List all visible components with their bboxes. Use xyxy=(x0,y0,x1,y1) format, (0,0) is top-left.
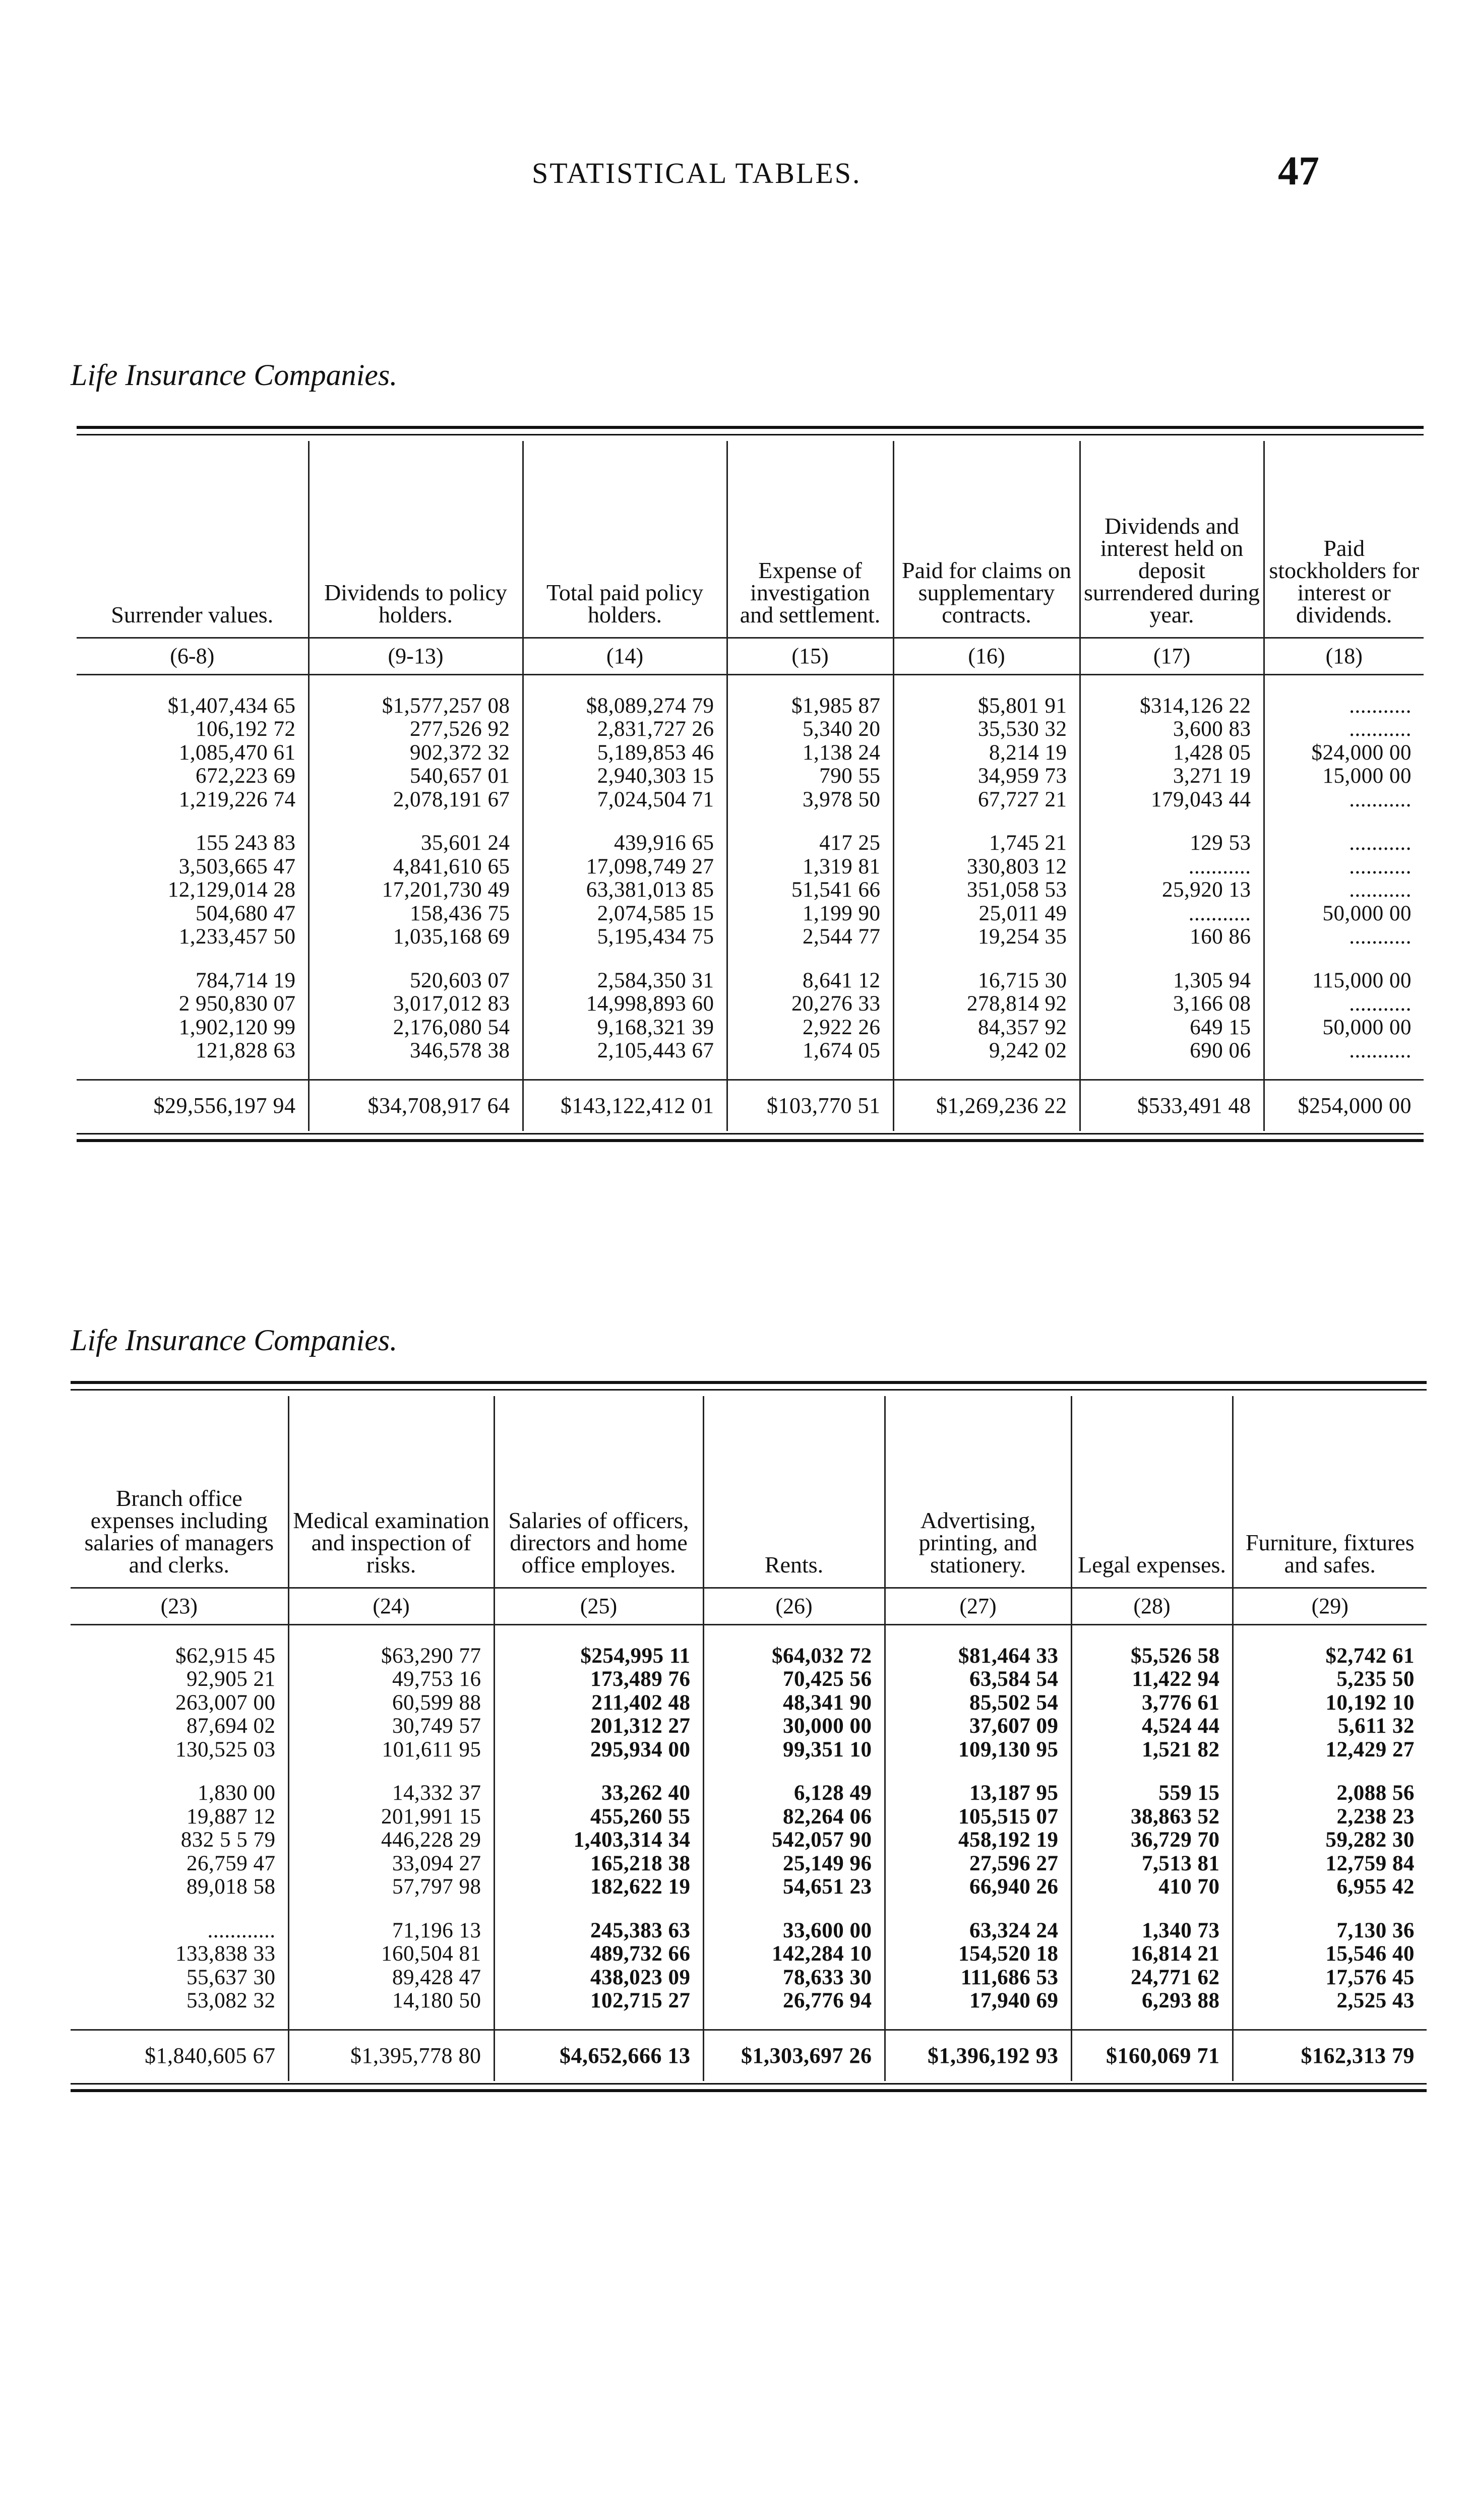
table2-cell: $254,995 11 xyxy=(494,1624,703,1668)
table1-cell: 902,372 32 xyxy=(309,741,523,765)
table1-col-heading: Surrender values. xyxy=(111,601,274,627)
table1-cell: 129 53 xyxy=(1080,811,1264,855)
table1-cell: 346,578 38 xyxy=(309,1039,523,1080)
table1-top-rule-thick xyxy=(77,426,1424,429)
table1-cell: 649 15 xyxy=(1080,1016,1264,1040)
table1-body xyxy=(77,674,1424,1080)
table2-total: $1,395,778 80 xyxy=(288,2030,494,2081)
table2-body xyxy=(71,1624,1427,2030)
table2-cell: 48,341 90 xyxy=(703,1691,885,1715)
table2-cell: 82,264 06 xyxy=(703,1805,885,1829)
table2-cell: $2,742 61 xyxy=(1233,1624,1427,1668)
table1-bottom-rule-thick xyxy=(77,1139,1424,1142)
table1-row xyxy=(77,1039,1424,1080)
table2-cell: 1,340 73 xyxy=(1071,1899,1233,1943)
table2-cell: 3,776 61 xyxy=(1071,1691,1233,1715)
table1-cell: 5,195,434 75 xyxy=(523,925,727,949)
table1-col-heading: Paid stockholders for interest or dividends. xyxy=(1264,441,1424,638)
table1-col-heading: Dividends and interest held on deposit surrendered during year. xyxy=(1080,441,1264,638)
table2-col-number: (29) xyxy=(1233,1588,1427,1624)
table2-row xyxy=(71,1989,1427,2030)
table1-cell: 2,584,350 31 xyxy=(523,949,727,993)
table2-cell: 11,422 94 xyxy=(1071,1668,1233,1691)
table2-cell: 53,082 32 xyxy=(187,1989,276,2012)
table1-cell: 20,276 33 xyxy=(727,992,893,1016)
table2-cell: 57,797 98 xyxy=(288,1875,494,1899)
table2-col-heading: Advertising, printing, and stationery. xyxy=(885,1396,1071,1588)
table2-cell: 54,651 23 xyxy=(703,1875,885,1899)
table1-row xyxy=(77,718,1424,741)
table2-cell: 17,576 45 xyxy=(1233,1966,1427,1990)
table1-cell: ........... xyxy=(1264,674,1424,718)
table1-col-heading: Expense of investigation and settlement. xyxy=(727,441,893,638)
table2-cell: 70,425 56 xyxy=(703,1668,885,1691)
table2-cell: 7,513 81 xyxy=(1071,1852,1233,1876)
table2-cell: 12,759 84 xyxy=(1233,1852,1427,1876)
table2-cell: $81,464 33 xyxy=(885,1624,1071,1668)
table2-col-heading: Legal expenses. xyxy=(1071,1396,1233,1588)
table2-cell: 26,776 94 xyxy=(703,1989,885,2030)
table2-total: $1,840,605 67 xyxy=(71,2030,288,2081)
table2-cell: 142,284 10 xyxy=(703,1942,885,1966)
table2-cell: 55,637 30 xyxy=(187,1965,276,1989)
table1-cell: 35,601 24 xyxy=(309,811,523,855)
table2-cell: 63,324 24 xyxy=(885,1899,1071,1943)
table2-cell: 5,235 50 xyxy=(1233,1668,1427,1691)
table2-cell: 154,520 18 xyxy=(885,1942,1071,1966)
table1-cell: 2,544 77 xyxy=(727,925,893,949)
table2-cell: 455,260 55 xyxy=(494,1805,703,1829)
table2-total: $160,069 71 xyxy=(1071,2030,1233,2081)
table1-col-number: (14) xyxy=(523,638,727,674)
table2-cell: 24,771 62 xyxy=(1071,1966,1233,1990)
table1-cell: 1,085,470 61 xyxy=(178,740,296,765)
table1-cell: $8,089,274 79 xyxy=(523,674,727,718)
table1-cell: 790 55 xyxy=(727,765,893,788)
table2-cell: 109,130 95 xyxy=(885,1738,1071,1762)
table1-heading-row xyxy=(77,441,1424,638)
table1-cell: 351,058 53 xyxy=(893,878,1080,902)
table1-row xyxy=(77,925,1424,949)
table1-cell: 25,920 13 xyxy=(1080,878,1264,902)
table1-cell: 1,902,120 99 xyxy=(178,1015,296,1039)
table1-cell: 2,940,303 15 xyxy=(523,765,727,788)
table2-cell: 49,753 16 xyxy=(288,1668,494,1691)
running-title: STATISTICAL TABLES. xyxy=(532,157,862,190)
table2-row xyxy=(71,1738,1427,1762)
table1-cell: $1,407,434 65 xyxy=(167,694,296,718)
table2-cell: $64,032 72 xyxy=(703,1624,885,1668)
table1-cell: 3,271 19 xyxy=(1080,765,1264,788)
table1-cell: 690 06 xyxy=(1080,1039,1264,1080)
table2-cell: 4,524 44 xyxy=(1071,1715,1233,1738)
table1-cell: 9,242 02 xyxy=(893,1039,1080,1080)
table1-cell: 34,959 73 xyxy=(893,765,1080,788)
table1-cell: 8,641 12 xyxy=(727,949,893,993)
table1-col-number: (9-13) xyxy=(309,638,523,674)
table1-cell: 160 86 xyxy=(1080,925,1264,949)
table1-cell: 14,998,893 60 xyxy=(523,992,727,1016)
table2-top-rule-thick xyxy=(71,1381,1427,1384)
table1-cell: 1,219,226 74 xyxy=(178,787,296,811)
table2-cell: 33,262 40 xyxy=(494,1761,703,1805)
table1-cell: 2,074,585 15 xyxy=(523,902,727,926)
table2-row xyxy=(71,1875,1427,1899)
table1-cell: 63,381,013 85 xyxy=(523,878,727,902)
table2-cell: 99,351 10 xyxy=(703,1738,885,1762)
table2-cell: 25,149 96 xyxy=(703,1852,885,1876)
table1-cell: 179,043 44 xyxy=(1080,788,1264,812)
table1-cell: 1,138 24 xyxy=(727,741,893,765)
table1-cell: 8,214 19 xyxy=(893,741,1080,765)
table2-cell: 12,429 27 xyxy=(1233,1738,1427,1762)
table2-cell: 38,863 52 xyxy=(1071,1805,1233,1829)
table2-cell: 111,686 53 xyxy=(885,1966,1071,1990)
table2-col-number: (25) xyxy=(494,1588,703,1624)
table2-cell: 211,402 48 xyxy=(494,1691,703,1715)
table1-col-heading: Paid for claims on supplementary contracts. xyxy=(893,441,1080,638)
table2-cell: 130,525 03 xyxy=(175,1737,276,1761)
table2-col-heading: Branch office expenses including salaries of managers and clerks. xyxy=(84,1485,274,1578)
table1-row xyxy=(77,855,1424,879)
table1 xyxy=(77,441,1424,1131)
table2-cell: 14,332 37 xyxy=(288,1761,494,1805)
table1-cell: 5,189,853 46 xyxy=(523,741,727,765)
table2-cell: 2,088 56 xyxy=(1233,1761,1427,1805)
table2-cell: 201,312 27 xyxy=(494,1715,703,1738)
table2-col-number: (28) xyxy=(1071,1588,1233,1624)
table2-cell: 2,238 23 xyxy=(1233,1805,1427,1829)
table1-cell: ........... xyxy=(1264,925,1424,949)
table1-cell: 3,017,012 83 xyxy=(309,992,523,1016)
table2-column-number-row xyxy=(71,1588,1427,1624)
table1-cell: 7,024,504 71 xyxy=(523,788,727,812)
table1-cell: 2,831,727 26 xyxy=(523,718,727,741)
table2-cell: 160,504 81 xyxy=(288,1942,494,1966)
table2-cell: 78,633 30 xyxy=(703,1966,885,1990)
table1-cell: 2,105,443 67 xyxy=(523,1039,727,1080)
table2-row xyxy=(71,1691,1427,1715)
table1-cell: 115,000 00 xyxy=(1264,949,1424,993)
table1-cell: 672,223 69 xyxy=(196,764,296,788)
table1-cell: 1,035,168 69 xyxy=(309,925,523,949)
page-number: 47 xyxy=(1278,148,1319,194)
table2-cell: $62,915 45 xyxy=(175,1644,276,1668)
table1-cell: 4,841,610 65 xyxy=(309,855,523,879)
table2-cell: 6,955 42 xyxy=(1233,1875,1427,1899)
table1-total: $143,122,412 01 xyxy=(523,1080,727,1131)
table1-cell: 5,340 20 xyxy=(727,718,893,741)
table2-cell: 832 5 5 79 xyxy=(180,1828,276,1852)
table1-col-heading: Total paid policy holders. xyxy=(523,441,727,638)
table2-cell: 559 15 xyxy=(1071,1761,1233,1805)
table1-cell: 520,603 07 xyxy=(309,949,523,993)
table1-cell: 50,000 00 xyxy=(1264,1016,1424,1040)
section-title-1: Life Insurance Companies. xyxy=(71,358,398,392)
table2-total: $4,652,666 13 xyxy=(494,2030,703,2081)
table2-cell: 263,007 00 xyxy=(175,1690,276,1715)
table1-col-number: (18) xyxy=(1264,638,1424,674)
table2-cell: 26,759 47 xyxy=(187,1851,276,1875)
table1-total: $103,770 51 xyxy=(727,1080,893,1131)
table2-cell: 446,228 29 xyxy=(288,1829,494,1852)
table1-cell: 330,803 12 xyxy=(893,855,1080,879)
table1-cell: ........... xyxy=(1264,811,1424,855)
table2-cell: 6,293 88 xyxy=(1071,1989,1233,2030)
table2-cell: 66,940 26 xyxy=(885,1875,1071,1899)
table2-cell: 5,611 32 xyxy=(1233,1715,1427,1738)
table1-cell: 155 243 83 xyxy=(196,831,296,855)
table2-cell: 1,830 00 xyxy=(198,1781,276,1805)
table1-cell: 278,814 92 xyxy=(893,992,1080,1016)
table2-row xyxy=(71,1624,1427,1668)
table2-cell: 85,502 54 xyxy=(885,1691,1071,1715)
table1-col-heading: Dividends to policy holders. xyxy=(309,441,523,638)
table1-cell: 2,176,080 54 xyxy=(309,1016,523,1040)
table1-total: $1,269,236 22 xyxy=(893,1080,1080,1131)
table1-cell: 2,922 26 xyxy=(727,1016,893,1040)
table2-cell: 410 70 xyxy=(1071,1875,1233,1899)
table1-col-number: (15) xyxy=(727,638,893,674)
table2-bottom-rule-thick xyxy=(71,2089,1427,2092)
table1-cell: 158,436 75 xyxy=(309,902,523,926)
table2-row xyxy=(71,1942,1427,1966)
table1-cell: $314,126 22 xyxy=(1080,674,1264,718)
table2-col-number: (24) xyxy=(288,1588,494,1624)
table2-heading-row xyxy=(71,1396,1427,1588)
table2-row xyxy=(71,1852,1427,1876)
table2-row xyxy=(71,1761,1427,1805)
table2-cell: 92,905 21 xyxy=(187,1667,276,1691)
table1-cell: 1,428 05 xyxy=(1080,741,1264,765)
table2-totals-row xyxy=(71,2030,1427,2081)
table2-cell: 36,729 70 xyxy=(1071,1829,1233,1852)
table1-column-number-row xyxy=(77,638,1424,674)
table2-row xyxy=(71,1668,1427,1691)
table1-row xyxy=(77,811,1424,855)
table1-cell: $1,985 87 xyxy=(727,674,893,718)
table1-cell: 12,129,014 28 xyxy=(167,878,296,902)
table1-total: $29,556,197 94 xyxy=(77,1080,309,1131)
table2-row xyxy=(71,1829,1427,1852)
table2-cell: 542,057 90 xyxy=(703,1829,885,1852)
table2-total: $162,313 79 xyxy=(1233,2030,1427,2081)
table2-cell: 1,521 82 xyxy=(1071,1738,1233,1762)
table2-cell: 19,887 12 xyxy=(187,1804,276,1829)
table1-cell: ........... xyxy=(1264,788,1424,812)
table1-cell: $5,801 91 xyxy=(893,674,1080,718)
table1-cell: 50,000 00 xyxy=(1264,902,1424,926)
table2-cell: 60,599 88 xyxy=(288,1691,494,1715)
table2 xyxy=(71,1396,1427,2081)
table2-cell: 1,403,314 34 xyxy=(494,1829,703,1852)
table1-row xyxy=(77,674,1424,718)
table1-cell: 19,254 35 xyxy=(893,925,1080,949)
table1-bottom-rule-thin xyxy=(77,1133,1424,1135)
table1-cell: 277,526 92 xyxy=(309,718,523,741)
table2-cell: 13,187 95 xyxy=(885,1761,1071,1805)
table1-cell: ........... xyxy=(1264,718,1424,741)
table2-cell: 102,715 27 xyxy=(494,1989,703,2030)
table2-cell: 438,023 09 xyxy=(494,1966,703,1990)
table1-row xyxy=(77,992,1424,1016)
table1-cell: ........... xyxy=(1080,902,1264,926)
table1-cell: 16,715 30 xyxy=(893,949,1080,993)
table2-cell: 182,622 19 xyxy=(494,1875,703,1899)
table1-cell: 106,192 72 xyxy=(196,717,296,741)
table2-cell: 87,694 02 xyxy=(187,1714,276,1738)
table2-cell: 17,940 69 xyxy=(885,1989,1071,2030)
table2-cell: ............ xyxy=(207,1918,276,1942)
table1-cell: 1,319 81 xyxy=(727,855,893,879)
table1-row xyxy=(77,1016,1424,1040)
table2-col-heading: Furniture, fixtures and safes. xyxy=(1233,1396,1427,1588)
table2-cell: 201,991 15 xyxy=(288,1805,494,1829)
table1-cell: 17,098,749 27 xyxy=(523,855,727,879)
table1-cell: 3,503,665 47 xyxy=(178,854,296,878)
table2-cell: 165,218 38 xyxy=(494,1852,703,1876)
table2-cell: 71,196 13 xyxy=(288,1899,494,1943)
table2-total: $1,396,192 93 xyxy=(885,2030,1071,2081)
table2-cell: $5,526 58 xyxy=(1071,1624,1233,1668)
table2-cell: 133,838 33 xyxy=(175,1942,276,1966)
table1-total: $254,000 00 xyxy=(1264,1080,1424,1131)
table1-col-number: (17) xyxy=(1080,638,1264,674)
table1-cell: 25,011 49 xyxy=(893,902,1080,926)
table1-cell: 9,168,321 39 xyxy=(523,1016,727,1040)
table1-cell: 3,978 50 xyxy=(727,788,893,812)
table1-cell: 3,600 83 xyxy=(1080,718,1264,741)
table1-total: $533,491 48 xyxy=(1080,1080,1264,1131)
table1-cell: 3,166 08 xyxy=(1080,992,1264,1016)
table1-cell: 1,745 21 xyxy=(893,811,1080,855)
table1-cell: 439,916 65 xyxy=(523,811,727,855)
table1-cell: 121,828 63 xyxy=(196,1039,296,1062)
table1-totals-row xyxy=(77,1080,1424,1131)
table1-cell: 417 25 xyxy=(727,811,893,855)
table2-bottom-rule-thin xyxy=(71,2083,1427,2085)
table2-col-heading: Medical examination and inspection of risks. xyxy=(288,1396,494,1588)
page-header xyxy=(0,146,1472,202)
table1-cell: 1,233,457 50 xyxy=(178,925,296,949)
table1-cell: 1,305 94 xyxy=(1080,949,1264,993)
table1-cell: 784,714 19 xyxy=(196,968,296,992)
table1-cell: 84,357 92 xyxy=(893,1016,1080,1040)
table2-cell: 33,600 00 xyxy=(703,1899,885,1943)
table2-cell: 173,489 76 xyxy=(494,1668,703,1691)
table2-col-number: (23) xyxy=(71,1588,288,1624)
table1-cell: 2,078,191 67 xyxy=(309,788,523,812)
table1-cell: 67,727 21 xyxy=(893,788,1080,812)
table1-cell: ........... xyxy=(1080,855,1264,879)
table1-row xyxy=(77,765,1424,788)
table1-cell: 1,199 90 xyxy=(727,902,893,926)
table2-cell: 27,596 27 xyxy=(885,1852,1071,1876)
table2-cell: 16,814 21 xyxy=(1071,1942,1233,1966)
table2-cell: 101,611 95 xyxy=(288,1738,494,1762)
table1-cell: 51,541 66 xyxy=(727,878,893,902)
table2-cell: 6,128 49 xyxy=(703,1761,885,1805)
table2-cell: 105,515 07 xyxy=(885,1805,1071,1829)
table2-cell: 489,732 66 xyxy=(494,1942,703,1966)
table2-row xyxy=(71,1966,1427,1990)
table1-cell: 540,657 01 xyxy=(309,765,523,788)
table1-row xyxy=(77,788,1424,812)
table1-cell: $1,577,257 08 xyxy=(309,674,523,718)
table2-cell: 458,192 19 xyxy=(885,1829,1071,1852)
table2-cell: 37,607 09 xyxy=(885,1715,1071,1738)
table2-cell: 14,180 50 xyxy=(288,1989,494,2030)
table2-cell: 15,546 40 xyxy=(1233,1942,1427,1966)
table1-cell: ........... xyxy=(1264,878,1424,902)
table2-cell: 63,584 54 xyxy=(885,1668,1071,1691)
table2-cell: 7,130 36 xyxy=(1233,1899,1427,1943)
table1-total: $34,708,917 64 xyxy=(309,1080,523,1131)
table2-cell: 59,282 30 xyxy=(1233,1829,1427,1852)
table2-cell: 33,094 27 xyxy=(288,1852,494,1876)
table1-cell: 17,201,730 49 xyxy=(309,878,523,902)
table1-cell: 504,680 47 xyxy=(196,901,296,925)
table1-row xyxy=(77,741,1424,765)
table1-cell: ........... xyxy=(1264,1039,1424,1080)
table2-col-number: (27) xyxy=(885,1588,1071,1624)
table2-row xyxy=(71,1805,1427,1829)
section-title-2: Life Insurance Companies. xyxy=(71,1324,398,1357)
table2-top-rule-thin xyxy=(71,1389,1427,1391)
table1-top-rule-thin xyxy=(77,434,1424,435)
table2-col-heading: Salaries of officers, directors and home office employes. xyxy=(494,1396,703,1588)
table1-row xyxy=(77,878,1424,902)
table1-cell: 2 950,830 07 xyxy=(178,992,296,1016)
table2-row xyxy=(71,1899,1427,1943)
table2-cell: 30,749 57 xyxy=(288,1715,494,1738)
table2-cell: $63,290 77 xyxy=(288,1624,494,1668)
table2-col-heading: Rents. xyxy=(703,1396,885,1588)
table2-col-number: (26) xyxy=(703,1588,885,1624)
table1-cell: 1,674 05 xyxy=(727,1039,893,1080)
table2-cell: 2,525 43 xyxy=(1233,1989,1427,2030)
table2-cell: 89,428 47 xyxy=(288,1966,494,1990)
table1-col-number: (16) xyxy=(893,638,1080,674)
table1-col-number: (6-8) xyxy=(77,638,309,674)
table2-cell: 295,934 00 xyxy=(494,1738,703,1762)
table1-cell: ........... xyxy=(1264,855,1424,879)
table1-cell: $24,000 00 xyxy=(1264,741,1424,765)
table1-cell: ........... xyxy=(1264,992,1424,1016)
table1-row xyxy=(77,902,1424,926)
table1-cell: 35,530 32 xyxy=(893,718,1080,741)
table2-total: $1,303,697 26 xyxy=(703,2030,885,2081)
table2-row xyxy=(71,1715,1427,1738)
table2-cell: 89,018 58 xyxy=(187,1875,276,1899)
table1-row xyxy=(77,949,1424,993)
table2-cell: 30,000 00 xyxy=(703,1715,885,1738)
table2-cell: 10,192 10 xyxy=(1233,1691,1427,1715)
table2-cell: 245,383 63 xyxy=(494,1899,703,1943)
table1-cell: 15,000 00 xyxy=(1264,765,1424,788)
